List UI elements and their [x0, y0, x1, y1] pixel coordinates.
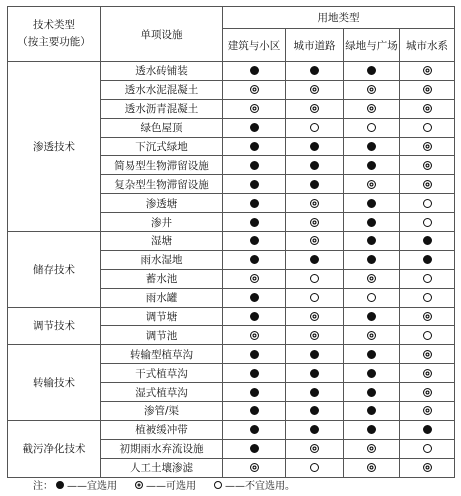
suitability-cell — [400, 232, 455, 251]
note-prefix: 注： — [33, 481, 53, 492]
double-circle-icon — [367, 463, 376, 472]
filled-circle-icon — [367, 406, 376, 415]
suitability-cell — [344, 307, 400, 326]
open-circle-icon — [310, 123, 319, 132]
suitability-cell — [223, 250, 286, 269]
suitability-cell — [344, 137, 400, 156]
filled-circle-icon — [310, 350, 319, 359]
table-row — [8, 62, 455, 81]
double-circle-icon — [250, 463, 259, 472]
suitability-cell — [223, 194, 286, 213]
suitability-cell — [286, 307, 344, 326]
suitability-cell — [344, 458, 400, 477]
open-circle-icon — [367, 293, 376, 302]
double-circle-icon — [367, 274, 376, 283]
tech-category: 储存技术 — [8, 232, 101, 308]
filled-circle-icon — [250, 406, 259, 415]
suitability-cell — [223, 62, 286, 81]
suitability-cell — [344, 62, 400, 81]
facility-name: 渗透塘 — [101, 194, 223, 213]
facility-name: 透水沥青混凝土 — [101, 99, 223, 118]
suitability-cell — [344, 364, 400, 383]
filled-circle-icon — [367, 66, 376, 75]
suitability-cell — [223, 307, 286, 326]
suitability-cell — [223, 80, 286, 99]
suitability-cell — [286, 194, 344, 213]
suitability-cell — [286, 420, 344, 439]
filled-circle-icon — [367, 161, 376, 170]
filled-circle-icon — [423, 236, 432, 245]
facility-name: 调节池 — [101, 326, 223, 345]
double-circle-icon — [367, 85, 376, 94]
facility-name: 简易型生物滞留设施 — [101, 156, 223, 175]
filled-circle-icon — [250, 369, 259, 378]
double-circle-icon — [310, 312, 319, 321]
suitability-cell — [286, 62, 344, 81]
suitability-cell — [344, 156, 400, 175]
suitability-cell — [223, 288, 286, 307]
filled-circle-icon — [367, 218, 376, 227]
tech-category: 渗透技术 — [8, 62, 101, 232]
filled-circle-icon — [250, 236, 259, 245]
header-tech-type — [8, 7, 101, 62]
filled-circle-icon — [250, 180, 259, 189]
tech-category: 转输技术 — [8, 345, 101, 421]
facility-name: 渗井 — [101, 213, 223, 232]
filled-circle-icon — [310, 180, 319, 189]
filled-circle-icon — [250, 161, 259, 170]
tech-category: 调节技术 — [8, 307, 101, 345]
double-circle-icon — [310, 444, 319, 453]
suitability-cell — [286, 250, 344, 269]
table-body — [8, 62, 455, 478]
suitability-cell — [286, 288, 344, 307]
suitability-cell — [400, 80, 455, 99]
suitability-cell — [400, 99, 455, 118]
filled-circle-icon — [310, 255, 319, 264]
suitability-cell — [400, 439, 455, 458]
suitability-cell — [344, 213, 400, 232]
filled-circle-icon — [250, 312, 259, 321]
suitability-cell — [344, 326, 400, 345]
suitability-cell — [400, 62, 455, 81]
open-circle-icon — [310, 274, 319, 283]
legend-note — [33, 477, 295, 492]
suitability-cell — [286, 99, 344, 118]
suitability-cell — [223, 458, 286, 477]
suitability-cell — [286, 156, 344, 175]
double-circle-icon — [310, 331, 319, 340]
suitability-cell — [344, 250, 400, 269]
suitability-cell — [344, 269, 400, 288]
header-landuse-water: 城市水系 — [400, 29, 455, 62]
header-landuse-road: 城市道路 — [286, 29, 344, 62]
suitability-cell — [400, 345, 455, 364]
filled-circle-icon — [367, 425, 376, 434]
suitability-cell — [344, 383, 400, 402]
facility-name: 调节塘 — [101, 307, 223, 326]
open-circle-icon — [310, 463, 319, 472]
suitability-cell — [344, 420, 400, 439]
facility-name: 透水砖铺装 — [101, 62, 223, 81]
double-circle-icon — [250, 85, 259, 94]
facility-name: 湿式植草沟 — [101, 383, 223, 402]
filled-circle-icon — [250, 444, 259, 453]
header-landuse-green: 绿地与广场 — [344, 29, 400, 62]
facility-name: 湿塘 — [101, 232, 223, 251]
double-circle-icon — [310, 236, 319, 245]
double-circle-icon — [423, 85, 432, 94]
facility-name: 人工土壤渗滤 — [101, 458, 223, 477]
suitability-cell — [223, 326, 286, 345]
suitability-cell — [223, 156, 286, 175]
suitability-cell — [223, 99, 286, 118]
filled-circle-icon — [250, 142, 259, 151]
suitability-cell — [223, 364, 286, 383]
double-circle-icon — [310, 85, 319, 94]
suitability-cell — [400, 250, 455, 269]
suitability-cell — [286, 118, 344, 137]
suitability-cell — [223, 439, 286, 458]
open-circle-icon — [423, 331, 432, 340]
facility-name: 渗管/渠 — [101, 402, 223, 421]
suitability-cell — [400, 420, 455, 439]
header-landuse-building: 建筑与小区 — [223, 29, 286, 62]
suitability-cell — [286, 458, 344, 477]
double-circle-icon — [423, 66, 432, 75]
suitability-cell — [400, 213, 455, 232]
suitability-cell — [400, 402, 455, 421]
facility-name: 初期雨水弃流设施 — [101, 439, 223, 458]
double-circle-icon — [250, 274, 259, 283]
double-circle-icon — [367, 331, 376, 340]
open-circle-icon — [423, 293, 432, 302]
double-circle-icon — [423, 463, 432, 472]
double-circle-icon — [367, 180, 376, 189]
facility-name: 复杂型生物滞留设施 — [101, 175, 223, 194]
suitability-cell — [344, 439, 400, 458]
filled-circle-icon — [310, 369, 319, 378]
suitability-cell — [223, 175, 286, 194]
header-tech-type-line1: 技术类型 — [33, 19, 75, 31]
suitability-cell — [400, 383, 455, 402]
suitability-cell — [286, 80, 344, 99]
filled-circle-icon — [367, 369, 376, 378]
facility-name: 干式植草沟 — [101, 364, 223, 383]
suitability-cell — [286, 345, 344, 364]
suitability-cell — [400, 137, 455, 156]
filled-circle-icon — [367, 312, 376, 321]
suitability-cell — [286, 402, 344, 421]
header-landuse-group: 用地类型 — [223, 7, 455, 29]
double-circle-icon — [310, 218, 319, 227]
facility-name: 雨水湿地 — [101, 250, 223, 269]
filled-circle-icon — [250, 66, 259, 75]
tech-category: 截污净化技术 — [8, 420, 101, 477]
double-circle-icon — [135, 481, 143, 489]
filled-circle-icon — [250, 388, 259, 397]
open-circle-icon — [310, 293, 319, 302]
facility-name: 雨水罐 — [101, 288, 223, 307]
suitability-cell — [344, 99, 400, 118]
suitability-cell — [286, 383, 344, 402]
table-row — [8, 232, 455, 251]
suitability-cell — [286, 232, 344, 251]
header-tech-type-line2: （按主要功能） — [17, 36, 91, 48]
suitability-cell — [400, 194, 455, 213]
table-row — [8, 307, 455, 326]
suitability-cell — [223, 232, 286, 251]
double-circle-icon — [423, 312, 432, 321]
double-circle-icon — [310, 104, 319, 113]
suitability-cell — [286, 213, 344, 232]
filled-circle-icon — [310, 66, 319, 75]
note-open-label: ——不宜选用。 — [225, 481, 295, 492]
double-circle-icon — [250, 331, 259, 340]
filled-circle-icon — [367, 255, 376, 264]
open-circle-icon — [423, 123, 432, 132]
filled-circle-icon — [423, 255, 432, 264]
suitability-cell — [286, 137, 344, 156]
suitability-cell — [344, 402, 400, 421]
suitability-cell — [344, 345, 400, 364]
filled-circle-icon — [250, 123, 259, 132]
filled-circle-icon — [250, 218, 259, 227]
double-circle-icon — [423, 350, 432, 359]
filled-circle-icon — [250, 199, 259, 208]
open-circle-icon — [423, 274, 432, 283]
suitability-cell — [400, 288, 455, 307]
suitability-cell — [223, 383, 286, 402]
suitability-cell — [344, 288, 400, 307]
suitability-cell — [344, 80, 400, 99]
facility-name: 植被缓冲带 — [101, 420, 223, 439]
suitability-cell — [223, 137, 286, 156]
double-circle-icon — [310, 199, 319, 208]
double-circle-icon — [423, 161, 432, 170]
filled-circle-icon — [367, 142, 376, 151]
filled-circle-icon — [250, 425, 259, 434]
suitability-cell — [400, 156, 455, 175]
double-circle-icon — [423, 369, 432, 378]
suitability-cell — [344, 232, 400, 251]
note-double-label: ——可选用 — [146, 481, 196, 492]
open-circle-icon — [214, 481, 222, 489]
suitability-cell — [400, 175, 455, 194]
suitability-cell — [223, 402, 286, 421]
suitability-cell — [400, 364, 455, 383]
suitability-cell — [400, 118, 455, 137]
filled-circle-icon — [310, 388, 319, 397]
note-filled-label: ——宜选用 — [67, 481, 117, 492]
suitability-cell — [223, 118, 286, 137]
table-row — [8, 345, 455, 364]
suitability-cell — [400, 269, 455, 288]
open-circle-icon — [423, 444, 432, 453]
table-row — [8, 420, 455, 439]
filled-circle-icon — [310, 425, 319, 434]
double-circle-icon — [423, 104, 432, 113]
filled-circle-icon — [367, 350, 376, 359]
facility-landuse-table — [7, 6, 455, 478]
suitability-cell — [400, 458, 455, 477]
suitability-cell — [286, 364, 344, 383]
double-circle-icon — [367, 444, 376, 453]
filled-circle-icon — [367, 236, 376, 245]
filled-circle-icon — [250, 293, 259, 302]
filled-circle-icon — [310, 142, 319, 151]
facility-name: 透水水泥混凝土 — [101, 80, 223, 99]
facility-name: 绿色屋顶 — [101, 118, 223, 137]
filled-circle-icon — [310, 406, 319, 415]
filled-circle-icon — [56, 481, 64, 489]
suitability-cell — [344, 118, 400, 137]
open-circle-icon — [423, 218, 432, 227]
filled-circle-icon — [423, 425, 432, 434]
suitability-cell — [400, 307, 455, 326]
filled-circle-icon — [367, 388, 376, 397]
filled-circle-icon — [250, 255, 259, 264]
suitability-cell — [223, 420, 286, 439]
suitability-cell — [344, 194, 400, 213]
open-circle-icon — [423, 199, 432, 208]
suitability-cell — [286, 326, 344, 345]
double-circle-icon — [250, 104, 259, 113]
suitability-cell — [344, 175, 400, 194]
suitability-cell — [223, 269, 286, 288]
filled-circle-icon — [367, 199, 376, 208]
facility-name: 下沉式绿地 — [101, 137, 223, 156]
double-circle-icon — [423, 180, 432, 189]
suitability-cell — [286, 439, 344, 458]
suitability-cell — [286, 269, 344, 288]
open-circle-icon — [367, 123, 376, 132]
double-circle-icon — [423, 142, 432, 151]
facility-name: 蓄水池 — [101, 269, 223, 288]
header-facility: 单项设施 — [101, 7, 223, 62]
suitability-cell — [286, 175, 344, 194]
double-circle-icon — [367, 104, 376, 113]
suitability-cell — [400, 326, 455, 345]
header-row-top — [8, 7, 455, 29]
double-circle-icon — [423, 406, 432, 415]
suitability-cell — [223, 213, 286, 232]
facility-name: 转输型植草沟 — [101, 345, 223, 364]
filled-circle-icon — [250, 350, 259, 359]
suitability-cell — [223, 345, 286, 364]
filled-circle-icon — [310, 161, 319, 170]
double-circle-icon — [423, 388, 432, 397]
